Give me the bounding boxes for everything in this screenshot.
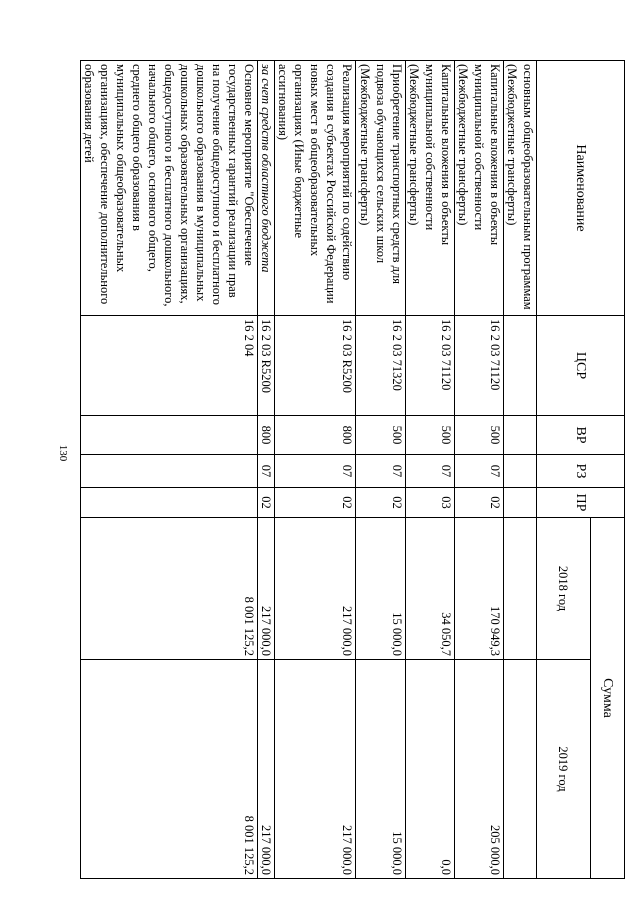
header-2018: 2018 год bbox=[537, 518, 591, 660]
header-pr: ПР bbox=[537, 488, 625, 518]
table-row bbox=[81, 61, 258, 879]
header-rz: РЗ bbox=[537, 455, 625, 488]
row-name: за счет средств областного бюджета bbox=[258, 61, 275, 316]
table-row bbox=[258, 61, 275, 879]
table-row bbox=[504, 61, 537, 879]
row-2018: 8 001 125,2 bbox=[81, 518, 258, 660]
row-name: Капитальные вложения в объекты муниципальной собственности (Межбюджетные трансферты) bbox=[455, 61, 504, 316]
table-row bbox=[356, 61, 406, 879]
header-csr: ЦСР bbox=[537, 316, 625, 416]
header-sum: Сумма bbox=[591, 518, 625, 879]
row-2019: 217 000,0 bbox=[275, 660, 356, 879]
row-2018: 15 000,0 bbox=[356, 518, 406, 660]
row-csr bbox=[504, 316, 537, 416]
table-row bbox=[275, 61, 356, 879]
row-2018 bbox=[504, 518, 537, 660]
row-2019: 205 000,0 bbox=[455, 660, 504, 879]
table-row bbox=[406, 61, 455, 879]
row-2018: 217 000,0 bbox=[275, 518, 356, 660]
row-2019: 15 000,0 bbox=[356, 660, 406, 879]
row-name: Капитальные вложения в объекты муниципальной собственности (Межбюджетные трансферты) bbox=[406, 61, 455, 316]
row-csr: 16 2 03 R5200 bbox=[258, 316, 275, 416]
row-vr: 800 bbox=[275, 416, 356, 455]
row-pr: 02 bbox=[258, 488, 275, 518]
row-rz: 07 bbox=[406, 455, 455, 488]
row-2019 bbox=[504, 660, 537, 879]
row-pr: 02 bbox=[455, 488, 504, 518]
row-rz: 07 bbox=[275, 455, 356, 488]
row-pr: 02 bbox=[356, 488, 406, 518]
row-csr: 16 2 03 71120 bbox=[455, 316, 504, 416]
row-rz bbox=[504, 455, 537, 488]
row-csr: 16 2 03 R5200 bbox=[275, 316, 356, 416]
row-rz: 07 bbox=[455, 455, 504, 488]
page-number: 130 bbox=[57, 444, 69, 462]
row-vr: 500 bbox=[455, 416, 504, 455]
header-name: Наименование bbox=[537, 61, 625, 316]
row-pr: 03 bbox=[406, 488, 455, 518]
row-rz bbox=[81, 455, 258, 488]
rotated-table-canvas bbox=[82, 60, 625, 878]
row-pr bbox=[81, 488, 258, 518]
row-rz: 07 bbox=[356, 455, 406, 488]
budget-table bbox=[80, 60, 625, 879]
row-2019: 0,0 bbox=[406, 660, 455, 879]
table-row bbox=[455, 61, 504, 879]
row-csr: 16 2 03 71120 bbox=[406, 316, 455, 416]
row-2018: 34 050,7 bbox=[406, 518, 455, 660]
row-vr: 800 bbox=[258, 416, 275, 455]
rotated-table-wrapper bbox=[82, 60, 625, 878]
row-vr: 500 bbox=[356, 416, 406, 455]
row-name: Реализация мероприятий по содействию создания в субъектах Российской Федерации новых мест в общеобразовательных организациях (Иные бюджетные ассигнования) bbox=[275, 61, 356, 316]
row-pr bbox=[504, 488, 537, 518]
row-name: основным общеобразовательным программам (Межбюджетные трансферты) bbox=[504, 61, 537, 316]
row-2018: 217 000,0 bbox=[258, 518, 275, 660]
row-name: Приобретение транспортных средств для подвоза обучающихся сельских школ (Межбюджетные трансферты) bbox=[356, 61, 406, 316]
row-name: Основное мероприятие "Обеспечение государственных гарантий реализации прав на получение общедоступного и бесплатного дошкольного образования в муниципальных дошкольных образовательных организациях, общедоступного и бесплатного дошкольного, начального общего, основного общего, среднего общего образования в муниципальных общеобразовательных организациях, обеспечение дополнительного образования детей bbox=[81, 61, 258, 316]
header-vr: ВР bbox=[537, 416, 625, 455]
header-2019: 2019 год bbox=[537, 660, 591, 879]
row-vr: 500 bbox=[406, 416, 455, 455]
row-vr bbox=[81, 416, 258, 455]
row-2019: 8 001 125,2 bbox=[81, 660, 258, 879]
row-2018: 170 949,3 bbox=[455, 518, 504, 660]
row-pr: 02 bbox=[275, 488, 356, 518]
row-csr: 16 2 04 bbox=[81, 316, 258, 416]
row-vr bbox=[504, 416, 537, 455]
row-2019: 217 000,0 bbox=[258, 660, 275, 879]
row-rz: 07 bbox=[258, 455, 275, 488]
row-csr: 16 2 03 71320 bbox=[356, 316, 406, 416]
